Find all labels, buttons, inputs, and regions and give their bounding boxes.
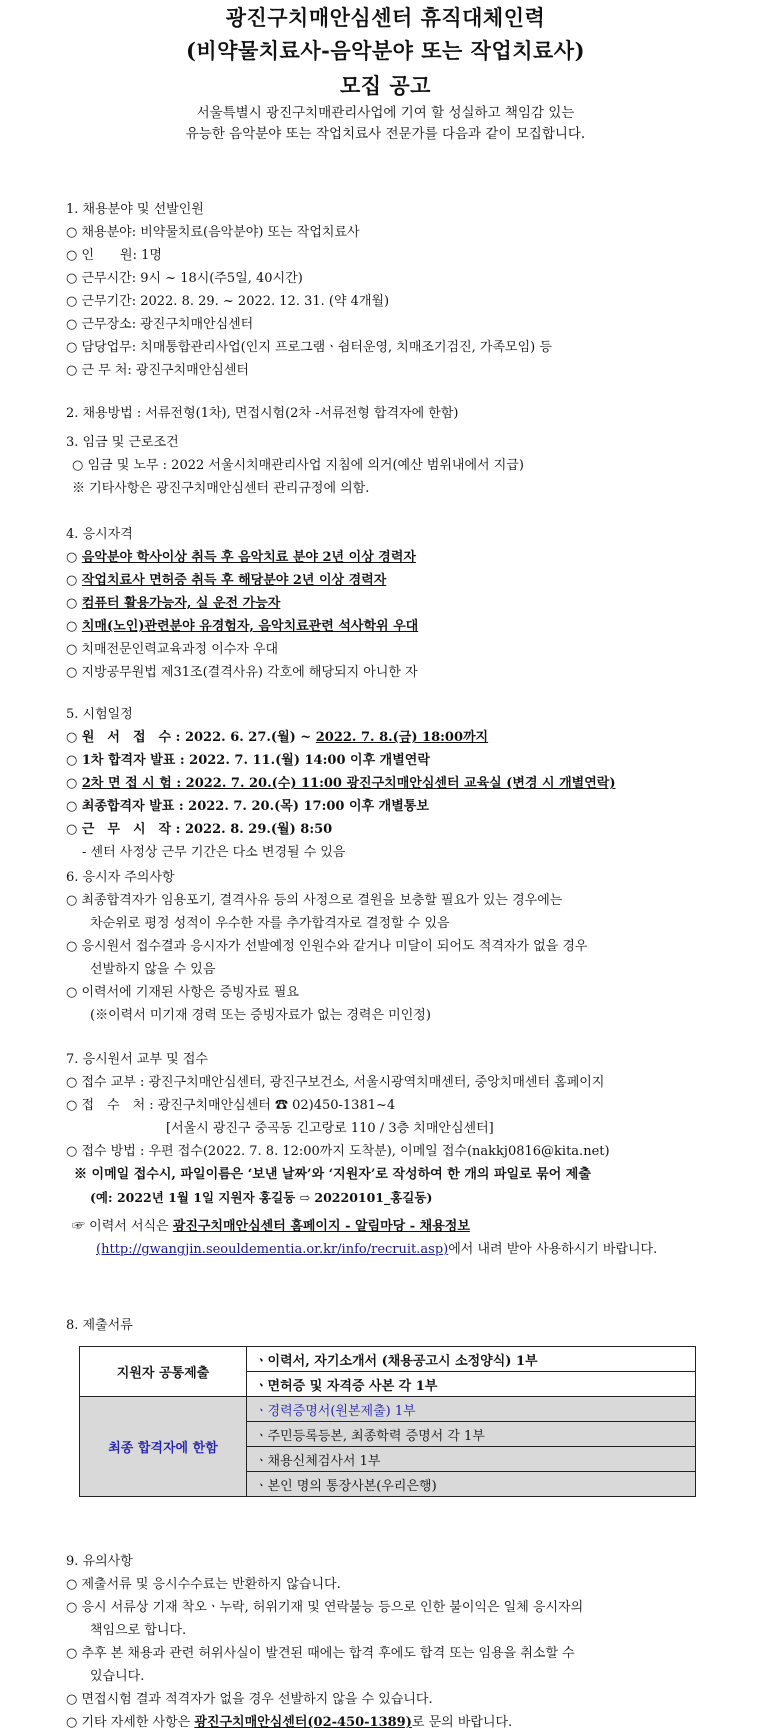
common-label-cell: 지원자 공통제출 xyxy=(80,1347,247,1397)
s7-form-line xyxy=(66,1215,756,1238)
final-doc-cell: ㆍ채용신체검사서 1부 xyxy=(247,1447,696,1472)
documents-table xyxy=(79,1346,696,1497)
section-7 xyxy=(66,1048,756,1261)
schedule-start: : 2022. 6. 27.(월) ~ xyxy=(175,730,312,745)
schedule-deadline: 2022. 7. 8.(금) 18:00까지 xyxy=(315,730,489,745)
s4-bold-text: 컴퓨터 활용가능자, 실 운전 가능자 xyxy=(81,596,281,611)
s7-address: [서울시 광진구 중곡동 긴고랑로 110 / 3층 치매안심센터] xyxy=(166,1121,494,1136)
intro-line-1: 서울특별시 광진구치매관리사업에 기여 할 성실하고 책임감 있는 xyxy=(196,105,575,121)
s4-bold-text: 치매(노인)관련분야 유경험자, 음악치료관련 석사학위 우대 xyxy=(81,619,419,634)
s9-contact-line xyxy=(66,1711,756,1734)
s6-item: ○ 응시원서 접수결과 응시자가 선발예정 인원수와 같거나 미달이 되어도 적격자가 없을 경우 xyxy=(66,939,588,954)
section-8 xyxy=(66,1314,756,1337)
section-5 xyxy=(66,703,756,864)
schedule-label: 원 서 접 수 xyxy=(81,730,172,745)
s3-item: ○ 임금 및 노무 : 2022 서울시치매관리사업 지침에 의거(예산 범위내에서 지급) xyxy=(72,458,524,473)
recruit-url-link[interactable]: (http://gwangjin.seouldementia.or.kr/info/recruit.asp) xyxy=(96,1242,449,1257)
section-4-heading: 4. 응시자격 xyxy=(66,527,133,542)
s9-item: ○ 추후 본 채용과 관련 허위사실이 발견된 때에는 합격 후에도 합격 또는 임용을 취소할 수 xyxy=(66,1646,575,1661)
s3-note: ※ 기타사항은 광진구치매안심센터 관리규정에 의함. xyxy=(72,481,370,496)
s9-item-cont: 책임으로 합니다. xyxy=(90,1623,187,1638)
section-5-heading: 5. 시험일정 xyxy=(66,707,133,722)
s6-item: ○ 최종합격자가 임용포기, 결격사유 등의 사정으로 결원을 보충할 필요가 있는 경우에는 xyxy=(66,893,563,908)
schedule-text: 1차 합격자 발표 : 2022. 7. 11.(월) 14:00 이후 개별연락 xyxy=(81,753,430,768)
intro-paragraph xyxy=(0,103,771,145)
s4-bold-item: ○ 음악분야 학사이상 취득 후 음악치료 분야 2년 이상 경력자 xyxy=(66,550,416,565)
s7-email-notice: ※ 이메일 접수시, 파일이름은 ‘보낸 날짜’와 ‘지원자’로 작성하여 한 개의 파일로 묶어 제출 xyxy=(74,1167,591,1182)
s4-bold-text: 작업치료사 면허증 취득 후 해당분야 2년 이상 경력자 xyxy=(81,573,387,588)
schedule-row: ○ 원 서 접 수 : 2022. 6. 27.(월) ~ 2022. 7. 8.(금) 18:00까지 xyxy=(66,730,489,745)
section-4 xyxy=(66,523,756,684)
s9-contact-post: 로 문의 바랍니다. xyxy=(411,1715,513,1730)
schedule-note: - 센터 사정상 근무 기간은 다소 변경될 수 있음 xyxy=(82,845,346,860)
section-3 xyxy=(66,431,756,500)
final-doc-cell: ㆍ주민등록등본, 최종학력 증명서 각 1부 xyxy=(247,1422,696,1447)
s9-item: ○ 제출서류 및 응시수수료는 반환하지 않습니다. xyxy=(66,1577,341,1592)
final-label-cell: 최종 합격자에 한함 xyxy=(80,1397,247,1497)
s1-item: ○ 근무장소: 광진구치매안심센터 xyxy=(66,317,254,332)
homepage-link[interactable]: 광진구치매안심센터 홈페이지 - 알림마당 - 채용정보 xyxy=(172,1219,470,1234)
section-8-heading: 8. 제출서류 xyxy=(66,1318,133,1333)
section-2 xyxy=(66,402,756,425)
final-doc-cell: ㆍ경력증명서(원본제출) 1부 xyxy=(247,1397,696,1422)
s1-item: ○ 담당업무: 치매통합관리사업(인지 프로그램ㆍ쉼터운영, 치매조기검진, 가족모임) 등 xyxy=(66,340,552,355)
title-line-3: 모집 공고 xyxy=(340,73,431,98)
s1-item: ○ 인 원: 1명 xyxy=(66,248,162,263)
schedule-row: ○ 근 무 시 작 : 2022. 8. 29.(월) 8:50 xyxy=(66,822,333,837)
s9-item: ○ 응시 서류상 기재 착오ㆍ누락, 허위기재 및 연락불능 등으로 인한 불이익은 일체 응시자의 xyxy=(66,1600,584,1615)
final-doc-cell: ㆍ본인 명의 통장사본(우리은행) xyxy=(247,1472,696,1497)
s7-item: ○ 접 수 처 : 광진구치매안심센터 ☎ 02)450-1381~4 xyxy=(66,1098,396,1113)
s1-item: ○ 근무시간: 9시 ~ 18시(주5일, 40시간) xyxy=(66,271,303,286)
s1-item: ○ 근무기간: 2022. 8. 29. ~ 2022. 12. 31. (약 4개월) xyxy=(66,294,390,309)
s7-form-pre: ☞ 이력서 서식은 xyxy=(72,1219,169,1234)
s7-item: ○ 접수 방법 : 우편 접수(2022. 7. 8. 12:00까지 도착분), 이메일 접수(nakkj0816@kita.net) xyxy=(66,1144,610,1159)
s7-email-example: (예: 2022년 1월 1일 지원자 홍길동 ⇨ 20220101_홍길동) xyxy=(90,1190,433,1205)
title-line-2: (비약물치료사-음악분야 또는 작업치료사) xyxy=(185,38,586,63)
s4-bold-item: ○ 컴퓨터 활용가능자, 실 운전 가능자 xyxy=(66,596,281,611)
section-2-heading: 2. 채용방법 : 서류전형(1차), 면접시험(2차 -서류전형 합격자에 한함) xyxy=(66,406,459,421)
s7-url-post: 에서 내려 받아 사용하시기 바랍니다. xyxy=(448,1242,658,1257)
s1-item: ○ 채용분야: 비약물치료(음악분야) 또는 작업치료사 xyxy=(66,225,360,240)
schedule-text: 2차 면 접 시 험 : 2022. 7. 20.(수) 11:00 광진구치매안심센터 교육실 (변경 시 개별연락) xyxy=(81,776,616,791)
section-3-heading: 3. 임금 및 근로조건 xyxy=(66,435,179,450)
section-1 xyxy=(66,198,756,382)
common-doc-cell: ㆍ이력서, 자기소개서 (채용공고시 소정양식) 1부 xyxy=(247,1347,696,1372)
schedule-text: 최종합격자 발표 : 2022. 7. 20.(목) 17:00 이후 개별통보 xyxy=(81,799,429,814)
s9-contact-pre: ○ 기타 자세한 사항은 xyxy=(66,1715,191,1730)
s4-bold-item: ○ 치매(노인)관련분야 유경험자, 음악치료관련 석사학위 우대 xyxy=(66,619,419,634)
s7-item: ○ 접수 교부 : 광진구치매안심센터, 광진구보건소, 서울시광역치매센터, 중앙치매센터 홈페이지 xyxy=(66,1075,605,1090)
s9-contact: 광진구치매안심센터(02-450-1389) xyxy=(194,1715,412,1730)
title-line-1: 광진구치매안심센터 휴직대체인력 xyxy=(225,5,546,30)
section-6-heading: 6. 응시자 주의사항 xyxy=(66,870,175,885)
s9-item-cont: 있습니다. xyxy=(90,1669,145,1684)
s4-bold-text: 음악분야 학사이상 취득 후 음악치료 분야 2년 이상 경력자 xyxy=(81,550,416,565)
s4-item: ○ 치매전문인력교육과정 이수자 우대 xyxy=(66,642,279,657)
schedule-text: 근 무 시 작 : 2022. 8. 29.(월) 8:50 xyxy=(81,822,333,837)
s6-item-cont: 선발하지 않을 수 있음 xyxy=(90,962,216,977)
s6-item-cont: 차순위로 평정 성적이 우수한 자를 추가합격자로 결정할 수 있음 xyxy=(90,916,450,931)
s4-item: ○ 지방공무원법 제31조(결격사유) 각호에 해당되지 아니한 자 xyxy=(66,665,418,680)
section-1-heading: 1. 채용분야 및 선발인원 xyxy=(66,202,204,217)
section-6 xyxy=(66,866,756,1027)
section-9 xyxy=(66,1550,756,1734)
schedule-row: ○ 최종합격자 발표 : 2022. 7. 20.(목) 17:00 이후 개별통보 xyxy=(66,799,429,814)
schedule-row: ○ 2차 면 접 시 험 : 2022. 7. 20.(수) 11:00 광진구치매안심센터 교육실 (변경 시 개별연락) xyxy=(66,776,616,791)
section-7-heading: 7. 응시원서 교부 및 접수 xyxy=(66,1052,208,1067)
schedule-row: ○ 1차 합격자 발표 : 2022. 7. 11.(월) 14:00 이후 개별연락 xyxy=(66,753,430,768)
s6-item: ○ 이력서에 기재된 사항은 증빙자료 필요 xyxy=(66,985,299,1000)
s7-url-line xyxy=(66,1238,756,1261)
intro-line-2: 유능한 음악분야 또는 작업치료사 전문가를 다음과 같이 모집합니다. xyxy=(185,126,586,142)
s4-bold-item: ○ 작업치료사 면허증 취득 후 해당분야 2년 이상 경력자 xyxy=(66,573,387,588)
s1-item: ○ 근 무 처: 광진구치매안심센터 xyxy=(66,363,249,378)
s6-item-cont: (※이력서 미기재 경력 또는 증빙자료가 없는 경력은 미인정) xyxy=(90,1008,431,1023)
s9-item: ○ 면접시험 결과 적격자가 없을 경우 선발하지 않을 수 있습니다. xyxy=(66,1692,433,1707)
section-9-heading: 9. 유의사항 xyxy=(66,1554,133,1569)
common-doc-cell: ㆍ면허증 및 자격증 사본 각 1부 xyxy=(247,1372,696,1397)
